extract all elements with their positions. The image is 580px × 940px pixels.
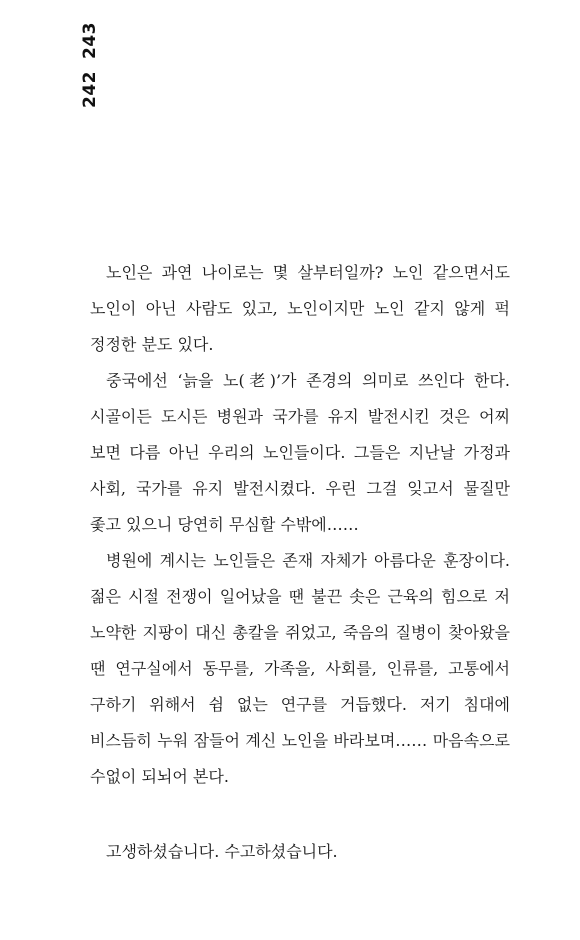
paragraph-3: 병원에 계시는 노인들은 존재 자체가 아름다운 훈장이다. 젊은 시절 전쟁이 일어났을 땐 불끈 솟은 근육의 힘으로 저 노약한 지팡이 대신 총칼을 쥐었고, 죽음의 질병이 찾아왔을 땐 연구실에서 동무를, 가족을, 사회를, 인류를, 고통에서 구하기 위해서 쉼 없는 연구를 거듭했다. 저기 침대에 비스듬히 누워 잠들어 계신 노인을 바라보며…… 마음속으로 수없이 되뇌어 본다. xyxy=(90,551,510,786)
paragraph-2: 중국에선 ‘늙을 노(老)’가 존경의 의미로 쓰인다 한다. 시골이든 도시든 병원과 국가를 유지 발전시킨 것은 어찌 보면 다름 아닌 우리의 노인들이다. 그들은 지난날 가정과 사회, 국가를 유지 발전시켰다. 우린 그걸 잊고서 물질만 좇고 있으니 당연히 무심할 수밖에…… xyxy=(90,371,510,534)
page-numbers xyxy=(80,22,100,108)
body-text xyxy=(90,255,510,795)
page-number-left: 242 xyxy=(80,71,100,108)
closing-line: 고생하셨습니다. 수고하셨습니다. xyxy=(106,842,338,861)
paragraph-1: 노인은 과연 나이로는 몇 살부터일까? 노인 같으면서도 노인이 아닌 사람도 있고, 노인이지만 노인 같지 않게 퍽 정정한 분도 있다. xyxy=(90,263,510,354)
page-number-right: 243 xyxy=(80,22,100,59)
